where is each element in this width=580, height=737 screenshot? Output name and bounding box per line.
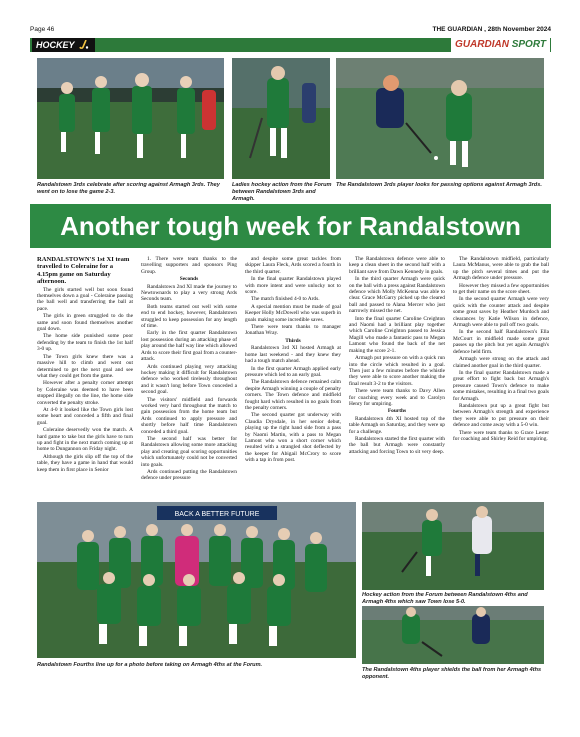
caption-photo-3: The Randalstown 3rds player looks for passing options against Armagh 3rds. — [336, 182, 542, 188]
article-paragraph: The Randalstown defence remained calm despite Armagh winning a couple of penalty corners. The Town defence and midfield fought hard which resulted in no goals from the penalty corners. — [245, 379, 341, 411]
page-header — [30, 24, 551, 36]
article-column-1 — [37, 256, 133, 474]
article-paragraph: In the second quarter Armagh were very quick with the counter attack and despite some great saves by Heather Murdoch and clearances by Katie Wilson in defence, Armagh were able to pull off two goals. — [453, 296, 549, 329]
brand-name: GUARDIAN — [455, 39, 509, 50]
photo-celebration — [37, 58, 224, 179]
article-paragraph: The Randalstown midfield, particularly Laura McManus, were able to grab the ball up the pitch several times and put the Armagh defence under pressure. — [453, 256, 549, 282]
article-paragraph: In the second half Randalstown's Ella McCourt in midfield made some great passes up the pitch but yet again Armagh's defence held firm. — [453, 329, 549, 355]
article-paragraph: Ards continued putting the Randalstown defence under pressure — [141, 469, 237, 482]
article-paragraph: Coleraine deservedly won the match. A hard game to take but the girls have to turn up and fight in the next match coming up at home to Dungannon on Friday night. — [37, 427, 133, 453]
article-subheading: Fourths — [387, 408, 407, 415]
article-column-2 — [141, 256, 237, 483]
article-paragraph: Into the final quarter Caroline Creighton and Naomi had a brilliant play together which Caroline Creighton passed to Jessica Magill who made a fantastic pass to Megan Lamont who found the back of the net making the score 2-1. — [349, 315, 445, 354]
article-paragraph: There were team thanks to Grace Lester for coaching and Shirley Reid for umpiring. — [453, 429, 549, 442]
article-paragraph: In the final quarter Randalstown made a great effort to fight back but Armagh's pressure caused Town's defence to make some mistakes, resulting in a final two goals for Armagh. — [453, 369, 549, 402]
article-paragraph: Randalstown started the first quarter with the ball but Armagh were constantly attacking and forcing Town to sit very deep. — [349, 435, 445, 455]
article-subheading: Seconds — [179, 276, 199, 283]
guardian-sport-logo — [451, 38, 550, 52]
article-paragraph: Armagh put pressure on with a quick run into the circle which resulted in a goal. Then just a few minutes before the whistle they were able to score another making the final result 3-2 to the visitors. — [349, 355, 445, 387]
article-paragraph: The second quarter got underway with Claudia Drysdale, in her senior debut, playing up the right hand side from a pass by Naomi Martin, with a pass to Megan Lamont who won a short corner which resulted with a strangled shot deflected by the keeper for Abigail McCrory to score with a tap in from post. — [245, 412, 341, 464]
page-number: Page 46 — [30, 26, 55, 33]
article-paragraph: Armagh were strong on the attack and claimed another goal in the third quarter. — [453, 356, 549, 369]
article-subheading: Thirds — [285, 337, 301, 344]
hockey-stick-icon — [79, 40, 89, 49]
caption-photo-4: Randalstown Fourths line up for a photo before taking on Armagh 4ths at the Forum. — [37, 662, 263, 668]
headline-banner: Another tough week for Randalstown — [30, 204, 551, 248]
backdrop-banner-text: BACK A BETTER FUTURE — [174, 511, 260, 518]
article-paragraph: Although the girls slip off the top of the table, they have a game in hand that would keep them in first place in Senior — [37, 453, 133, 473]
photo-team-lineup — [37, 502, 356, 658]
article-paragraph: Randalstown 2nd XI made the journey to Newtownards to play a very strong Ards Seconds team. — [141, 283, 237, 303]
caption-photo-2: Ladies hockey action from the Forum between Randalstown 3rds and Armagh. — [232, 182, 332, 202]
article-paragraph: The girls started well but soon found themselves down a goal - Coleraine passing the ball well and transferring the ball at pace. — [37, 286, 133, 312]
article-paragraph: The home side punished some poor defending by the team to finish the 1st half 3-0 up. — [37, 333, 133, 353]
article-paragraph: The second half was better for Randalstown allowing some more attacking play and creating goal scoring opportunities which unfortunately could not be converted into goals. — [141, 435, 237, 468]
article-paragraph: The Randalstown defence were able to keep a clean sheet in the second half with a brilliant save from Dawn Kennedy in goals. — [349, 256, 445, 275]
article-paragraph: There were team thanks to Davy Allen for coaching every week and to Carolyn Henry for umpiring. — [349, 388, 445, 407]
article-paragraph: The match finished 4-0 to Ards. — [251, 296, 320, 303]
article-paragraph: Early in the first quarter Randalstown lost possession during an attacking phase of play around the half way line which allowed Ards to score their first goal from a counter-attack. — [141, 330, 237, 363]
article-paragraph: In the first quarter Armagh applied early pressure which led to an early goal. — [245, 365, 341, 378]
article-paragraph: The girls in green struggled to do the same and soon found themselves another goal down. — [37, 313, 133, 333]
article-paragraph: Ards continued playing very attacking hockey making it difficult for Randalstown defence who worked tirelessly throughout and it wasn't long before Town conceded a second goal. — [141, 363, 237, 396]
photo-shielding-ball — [362, 606, 544, 664]
article-paragraph: At 4-0 it looked like the Town girls lost some heart and conceded a fifth and final goal. — [37, 406, 133, 426]
article-column-5 — [453, 256, 549, 443]
article-paragraph: In the third quarter Armagh were quick on the ball with a press against Randalstown defence which Molly McKenna was able to clear. Grace McGarry picked up the cleared ball and passed to Alana Mercer who just narrowly missed the net. — [349, 276, 445, 315]
article-paragraph: Randalstown 3rd XI hosted Armagh at home last weekend - and they knew they had a tough match ahead. — [245, 345, 341, 365]
article-paragraph: and despite some great tackles from skipper Laura Fleck, Ards scored a fourth in the third quarter. — [245, 256, 341, 275]
article-paragraph: There were team thanks to manager Jonathan Wray. — [245, 324, 341, 337]
article-paragraph: However they missed a few opportunities to get their name on the score sheet. — [453, 282, 549, 296]
article-paragraph: However after a penalty corner attempt by Coleraine was deemed to have been stopped illegally on the line, the home side converted the penalty stroke. — [37, 380, 133, 406]
article-paragraph: 1. There were team thanks to the travelling supporters and sponsors Ping Group. — [141, 256, 237, 275]
publication-date: THE GUARDIAN , 28th November 2024 — [432, 26, 551, 33]
article-paragraph: A special mention must be made of goal Keeper Holly McDowell who was superb in goals making some incredible saves. — [245, 303, 341, 323]
article-column-4 — [349, 256, 445, 456]
article-paragraph: RANDALSTOWN'S 1st XI team travelled to Coleraine for a 4.15pm game on Saturday afternoon. — [37, 256, 130, 286]
article-paragraph: In the final quarter Randalstown played with more intent and were unlucky not to score. — [245, 276, 341, 296]
photo-fourths-action — [362, 502, 544, 590]
photo-passing-options — [336, 58, 544, 179]
article-paragraph: The visitors' midfield and forwards worked very hard throughout the match to gain possession from the home team but Ards continued to apply pressure and shortly before half time Randalstown conceded a third goal. — [141, 396, 237, 435]
article-paragraph: The Town girls knew there was a massive hill to climb and went out determined to get the next goal and see what they could get from the game. — [37, 353, 133, 379]
section-tag — [32, 38, 95, 52]
article-paragraph: Randalstown 4th XI hosted top of the table Armagh on Saturday, and they were up for a challenge. — [349, 415, 445, 435]
brand-section: SPORT — [511, 39, 546, 50]
photo-ladies-action — [232, 58, 330, 179]
caption-photo-6: The Randalstown 4ths player shields the ball from her Armagh 4ths opponent. — [362, 667, 542, 680]
caption-photo-1: Randalstown 3rds celebrate after scoring against Armagh 3rds. They went on to lose the game 2-3. — [37, 182, 220, 195]
article-paragraph: Randalstown put up a great fight but between Armagh's strength and experience they were able to put pressure on their defence and come away with a 5-0 win. — [453, 402, 549, 429]
article-column-3 — [245, 256, 341, 465]
section-tag-label: HOCKEY — [36, 40, 75, 50]
article-paragraph: Both teams started out well with some end to end hockey, however, Randalstown struggled to keep possession for any length of time. — [141, 303, 237, 330]
caption-photo-5: Hockey action from the Forum between Randalstown 4ths and Armagh 4ths which saw Town lose 5-0. — [362, 592, 528, 605]
